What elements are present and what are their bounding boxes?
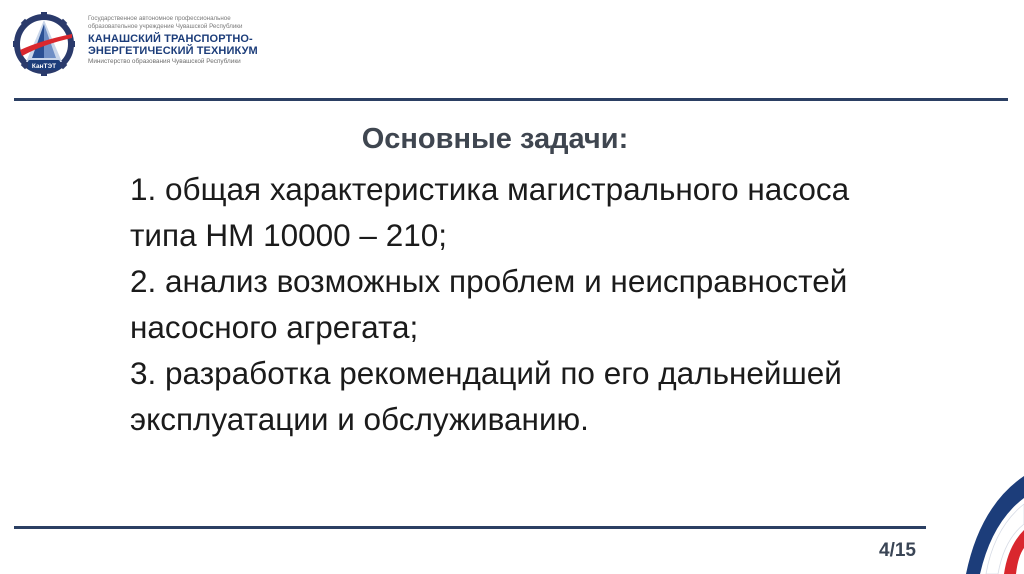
college-name-block bbox=[88, 15, 298, 66]
logo-badge-text: КанТЭТ bbox=[31, 62, 57, 70]
footer-divider bbox=[14, 526, 926, 529]
header-logo-block bbox=[12, 10, 302, 82]
ministry-line: Министерство образования Чувашской Республики bbox=[88, 58, 241, 65]
task-line: 3. разработка рекомендаций по его дальнейшей bbox=[130, 355, 842, 391]
task-line: типа НМ 10000 – 210; bbox=[130, 217, 448, 253]
slide-content bbox=[130, 118, 970, 442]
corner-swoosh-icon bbox=[940, 476, 1024, 574]
org-line-1: Государственное автономное профессиональное bbox=[88, 15, 231, 22]
task-line: насосного агрегата; bbox=[130, 309, 419, 345]
slide-title: Основные задачи: bbox=[361, 123, 629, 155]
page-number: 4/15 bbox=[879, 540, 916, 561]
org-line-2: образовательное учреждение Чувашской Республики bbox=[88, 23, 243, 30]
task-line: эксплуатации и обслуживанию. bbox=[130, 401, 589, 437]
college-name-line-1: КАНАШСКИЙ ТРАНСПОРТНО- bbox=[88, 33, 253, 45]
task-line: 2. анализ возможных проблем и неисправностей bbox=[130, 263, 848, 299]
college-name-line-2: ЭНЕРГЕТИЧЕСКИЙ ТЕХНИКУМ bbox=[88, 45, 258, 57]
task-line: 1. общая характеристика магистрального насоса bbox=[130, 171, 850, 207]
college-emblem-icon bbox=[12, 10, 78, 80]
header-divider bbox=[14, 98, 1008, 101]
